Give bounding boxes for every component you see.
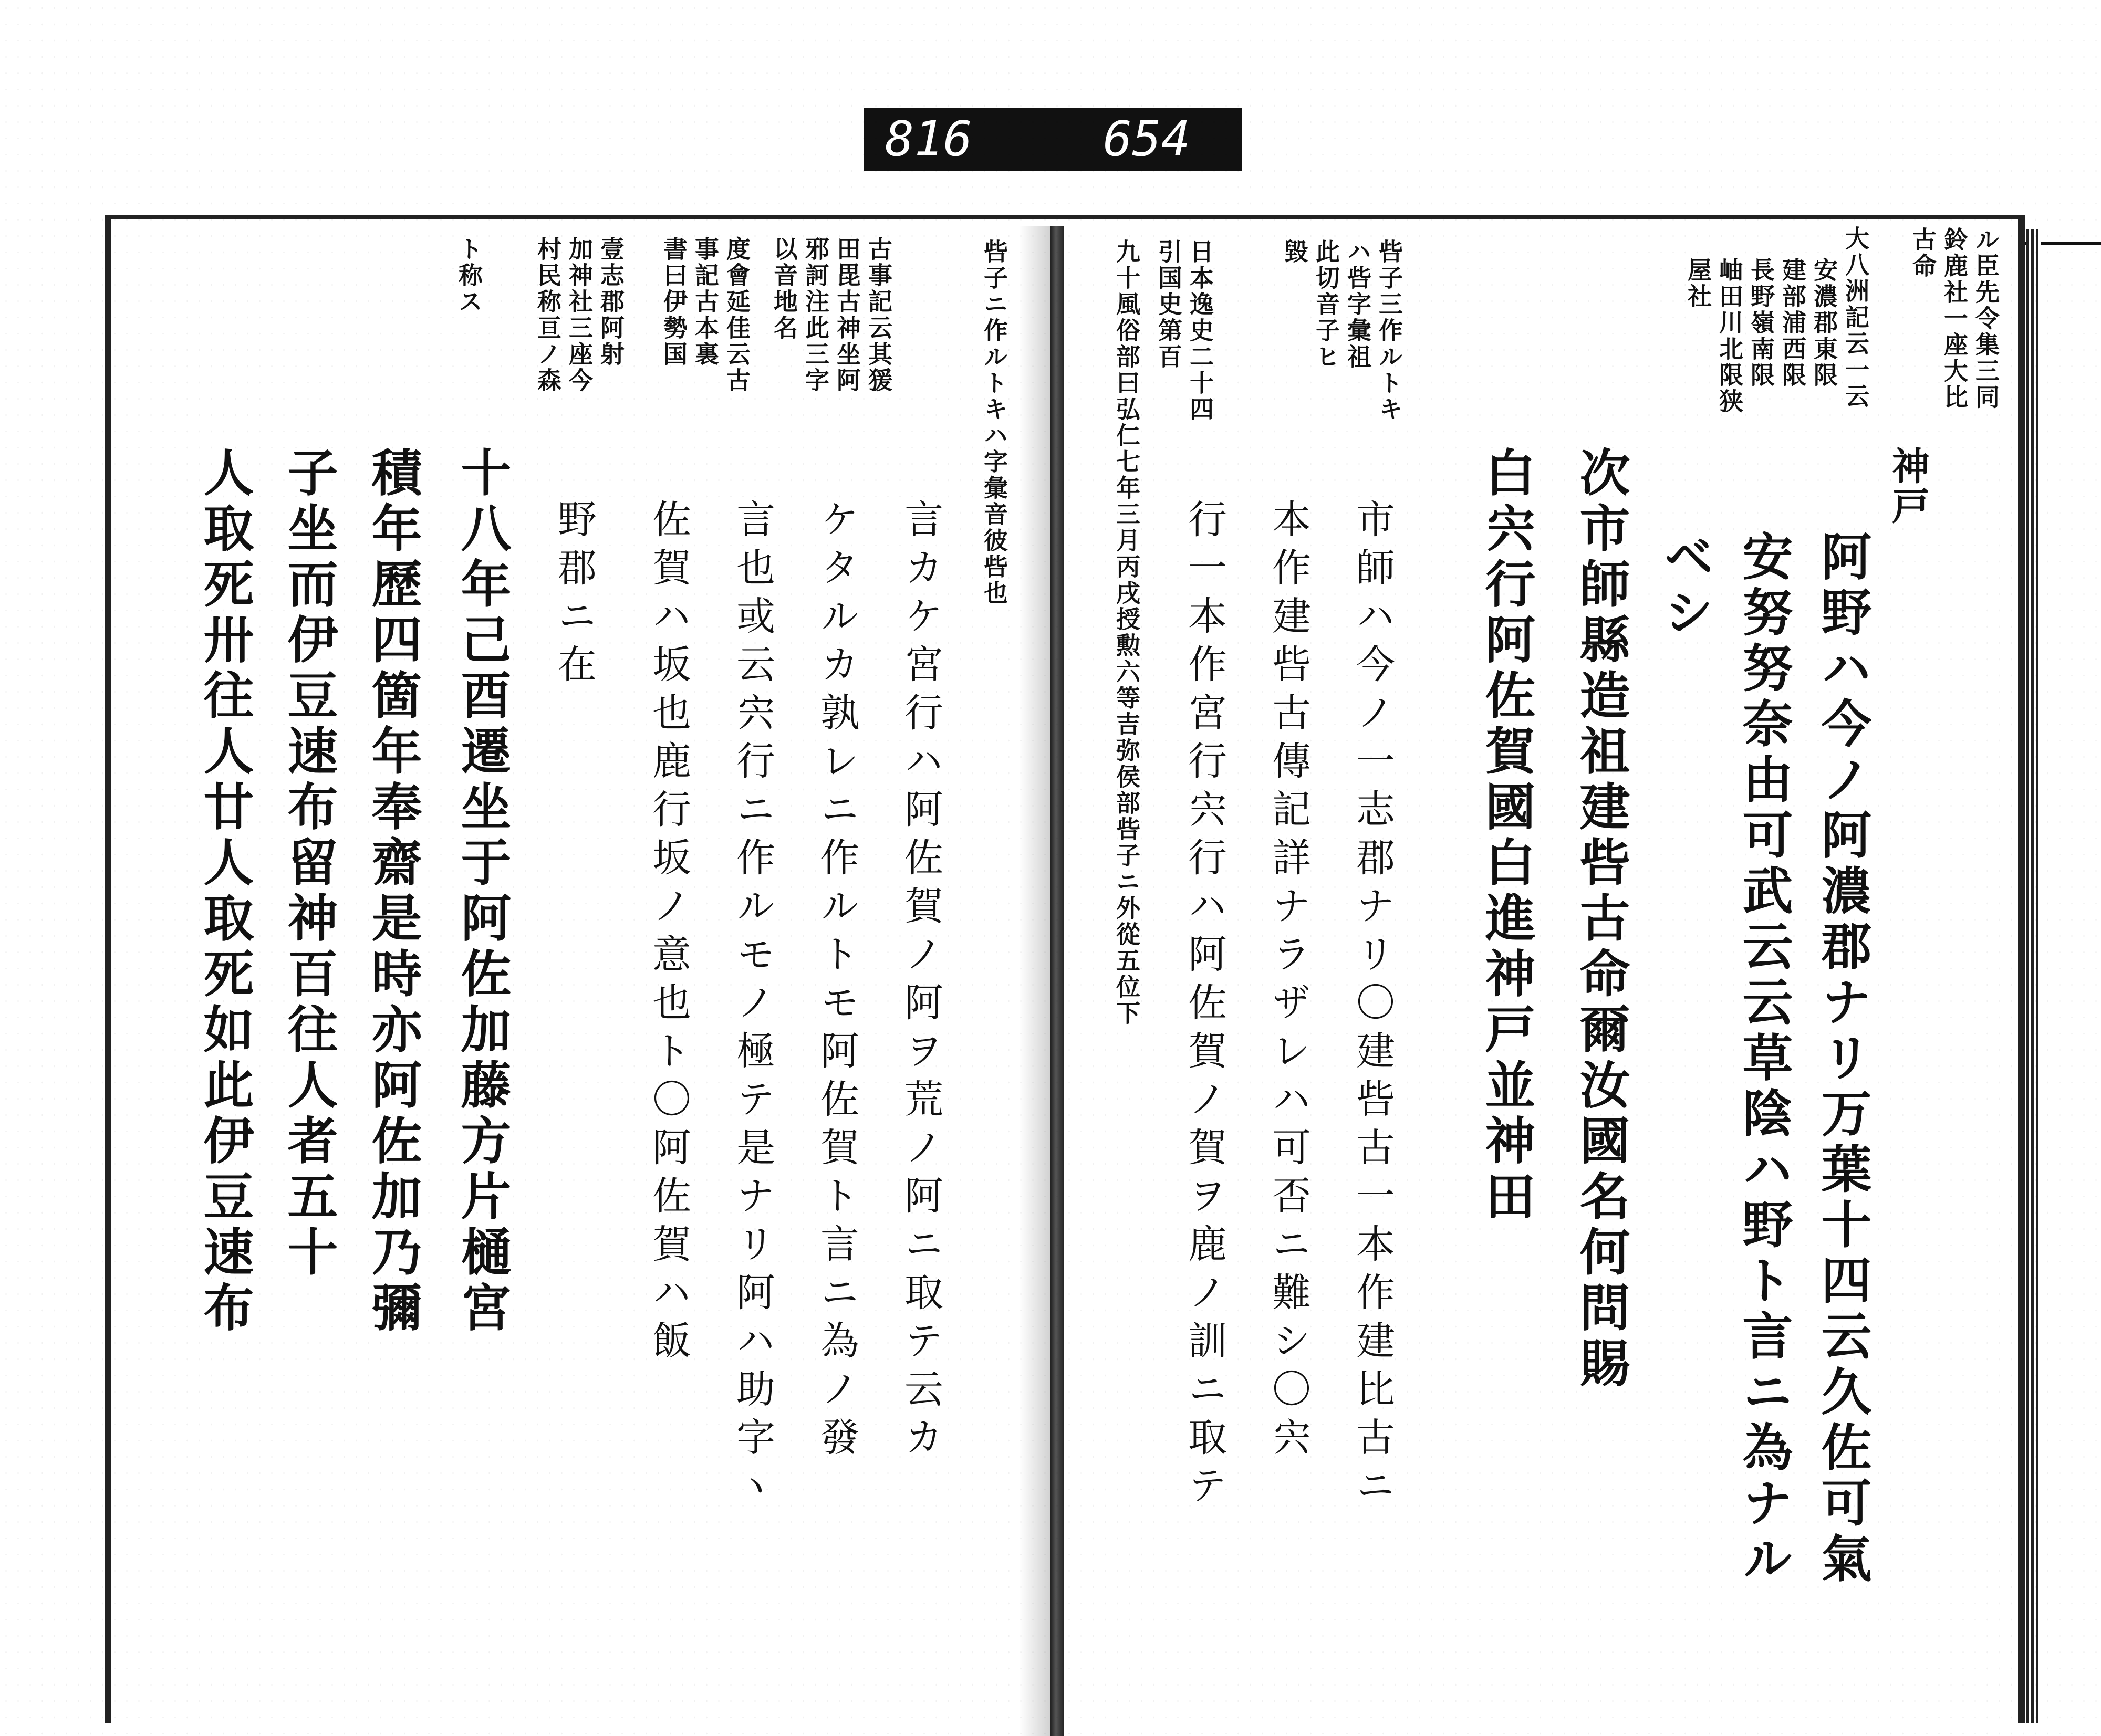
note-line: 壹志郡阿射 (597, 236, 625, 368)
headnote-line: ル臣先令集三同 (1972, 227, 2000, 411)
book-gutter (1050, 226, 1064, 1736)
commentary-line: 市師ハ今ノ一志郡ナリ〇建呰古一本作建比古ニ (1350, 499, 1395, 1513)
note-line: 以音地名 (770, 236, 798, 341)
note-line: 村民称亘ノ森 (534, 236, 562, 394)
main-text-line: 次市師縣造祖建呰古命爾汝國名何問賜 (1572, 446, 1631, 1393)
headnote-line: 鈴鹿社一座大比 (1940, 227, 1969, 411)
lower-note-line: ハ呰字彙祖 (1344, 239, 1372, 370)
commentary-line: 佐賀ハ坂也鹿行坂ノ意也ト〇阿佐賀ハ飯 (646, 499, 691, 1368)
geo-note-line: 大八洲記云一云 (1842, 226, 1870, 410)
main-text-line: ベシ (1656, 530, 1715, 642)
note-line: ト称ス (455, 236, 483, 315)
commentary-line: 言カケ宮行ハ阿佐賀ノ阿ヲ荒ノ阿ニ取テ云カ (898, 499, 943, 1465)
archive-number-label (864, 108, 1242, 171)
note-line: 事記古本裏 (691, 236, 720, 368)
geo-note-line: 屋社 (1684, 257, 1712, 310)
geo-note-line: 建部浦西限 (1778, 257, 1807, 389)
note-line: 加神社三座今 (565, 236, 594, 394)
note-line: 田毘古神坐阿 (833, 236, 861, 394)
lower-note-line: 引国史第百 (1154, 239, 1183, 370)
geo-note-line: 岫田川北限狭 (1715, 257, 1744, 415)
lower-note-line: 呰子三作ルトキ (1375, 239, 1403, 423)
lower-note-line: 九十風俗部曰弘仁七年三月丙戌授勲六等吉弥侯部呰子ニ外從五位下 (1112, 239, 1141, 1027)
main-text-line: 人取死卅往人廿人取死如此伊豆速布 (195, 446, 255, 1337)
lower-note-line: 毀 (1281, 239, 1309, 265)
main-text-line: 阿野ハ今ノ阿濃郡ナリ万葉十四云久佐可氣 (1813, 530, 1873, 1588)
archive-number-left: 816 (885, 111, 973, 167)
main-text-line: 白宍行阿佐賀國白進神戸並神田 (1477, 446, 1536, 1226)
headnote-line: 古命 (1909, 227, 1937, 279)
geo-note-line: 安濃郡東限 (1810, 257, 1838, 389)
lower-note-line: 日本逸史二十四 (1186, 239, 1214, 423)
commentary-line: 行一本作宮行宍行ハ阿佐賀ノ賀ヲ鹿ノ訓ニ取テ (1182, 499, 1227, 1513)
main-text-line: 積年歷四箇年奉齋是時亦阿佐加乃彌 (363, 446, 423, 1337)
headword: 神戸 (1886, 446, 1930, 526)
main-text-line: 安努努奈由可武云云草陰ハ野ト言ニ為ナル (1734, 530, 1794, 1588)
note-line: 邪訶注此三字 (802, 236, 830, 394)
archive-number-right: 654 (1103, 111, 1191, 167)
main-text-line: 十八年己酉遷坐于阿佐加藤方片樋宮 (453, 446, 512, 1337)
commentary-line: ケタルカ孰レニ作ルトモ阿佐賀ト言ニ為ノ發 (814, 499, 859, 1465)
note-line: 度會延佳云古 (723, 236, 751, 394)
top-gloss: 呰子ニ作ルトキハ字彙音彼呰也 (980, 239, 1008, 606)
main-text-line: 野郡ニ在 (552, 499, 597, 692)
note-line: 書曰伊勢国 (660, 236, 688, 368)
gutter-shadow (1019, 226, 1050, 1736)
main-text-line: 子坐而伊豆速布留神百往人者五十 (279, 446, 339, 1281)
commentary-line: 言也或云宍行ニ作ルモノ極テ是ナリ阿ハ助字ヽ (730, 499, 775, 1513)
geo-note-line: 長野嶺南限 (1747, 257, 1775, 389)
note-line: 古事記云其猨 (865, 236, 893, 394)
commentary-line: 本作建呰古傳記詳ナラザレハ可否ニ難シ〇宍 (1266, 499, 1311, 1465)
lower-note-line: 此切音子ヒ (1312, 239, 1340, 370)
